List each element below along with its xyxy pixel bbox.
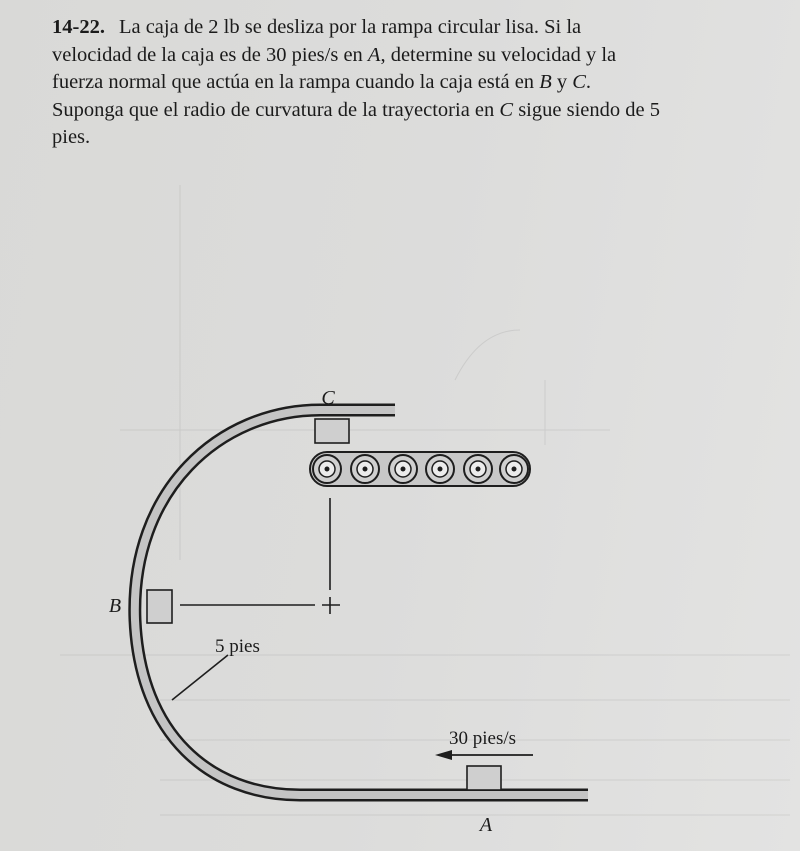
roller-4 xyxy=(426,455,454,483)
conveyor xyxy=(310,452,530,486)
label-b: B xyxy=(108,595,122,617)
box-at-a xyxy=(467,766,501,790)
roller-2 xyxy=(351,455,379,483)
problem-text-3: y xyxy=(551,71,573,93)
roller-5 xyxy=(464,455,492,483)
label-a: A xyxy=(479,814,493,836)
problem-text-1: La caja de 2 lb se desliza por la rampa circular lisa. Si la velocidad de la caja es de 30 pies/s en xyxy=(52,16,582,66)
box-at-b xyxy=(147,590,172,623)
problem-text-5: sigue siendo de 5 pies. xyxy=(52,98,660,148)
velocity-label: 30 pies/s xyxy=(449,728,517,749)
point-a-ref: A xyxy=(367,43,381,66)
radius-line xyxy=(172,655,228,700)
roller-1 xyxy=(313,455,341,483)
point-b-ref: B xyxy=(539,71,552,93)
box-at-c xyxy=(315,419,349,443)
label-c: C xyxy=(321,387,335,409)
roller-6 xyxy=(500,455,528,483)
point-c-ref: C xyxy=(572,71,586,93)
center-mark xyxy=(322,597,340,614)
problem-text-4: . Suponga que el radio de curvatura de la trayectoria en xyxy=(52,71,592,121)
problem-text-2: , determine su velocidad y la fuerza normal que actúa en la rampa cuando la caja está en xyxy=(52,43,617,93)
radius-label: 5 pies xyxy=(215,636,260,657)
roller-3 xyxy=(389,455,417,483)
velocity-arrow xyxy=(435,750,533,760)
construction-lines xyxy=(180,498,330,605)
point-c-ref-2: C xyxy=(499,98,514,121)
problem-number: 14-22. xyxy=(52,16,105,38)
